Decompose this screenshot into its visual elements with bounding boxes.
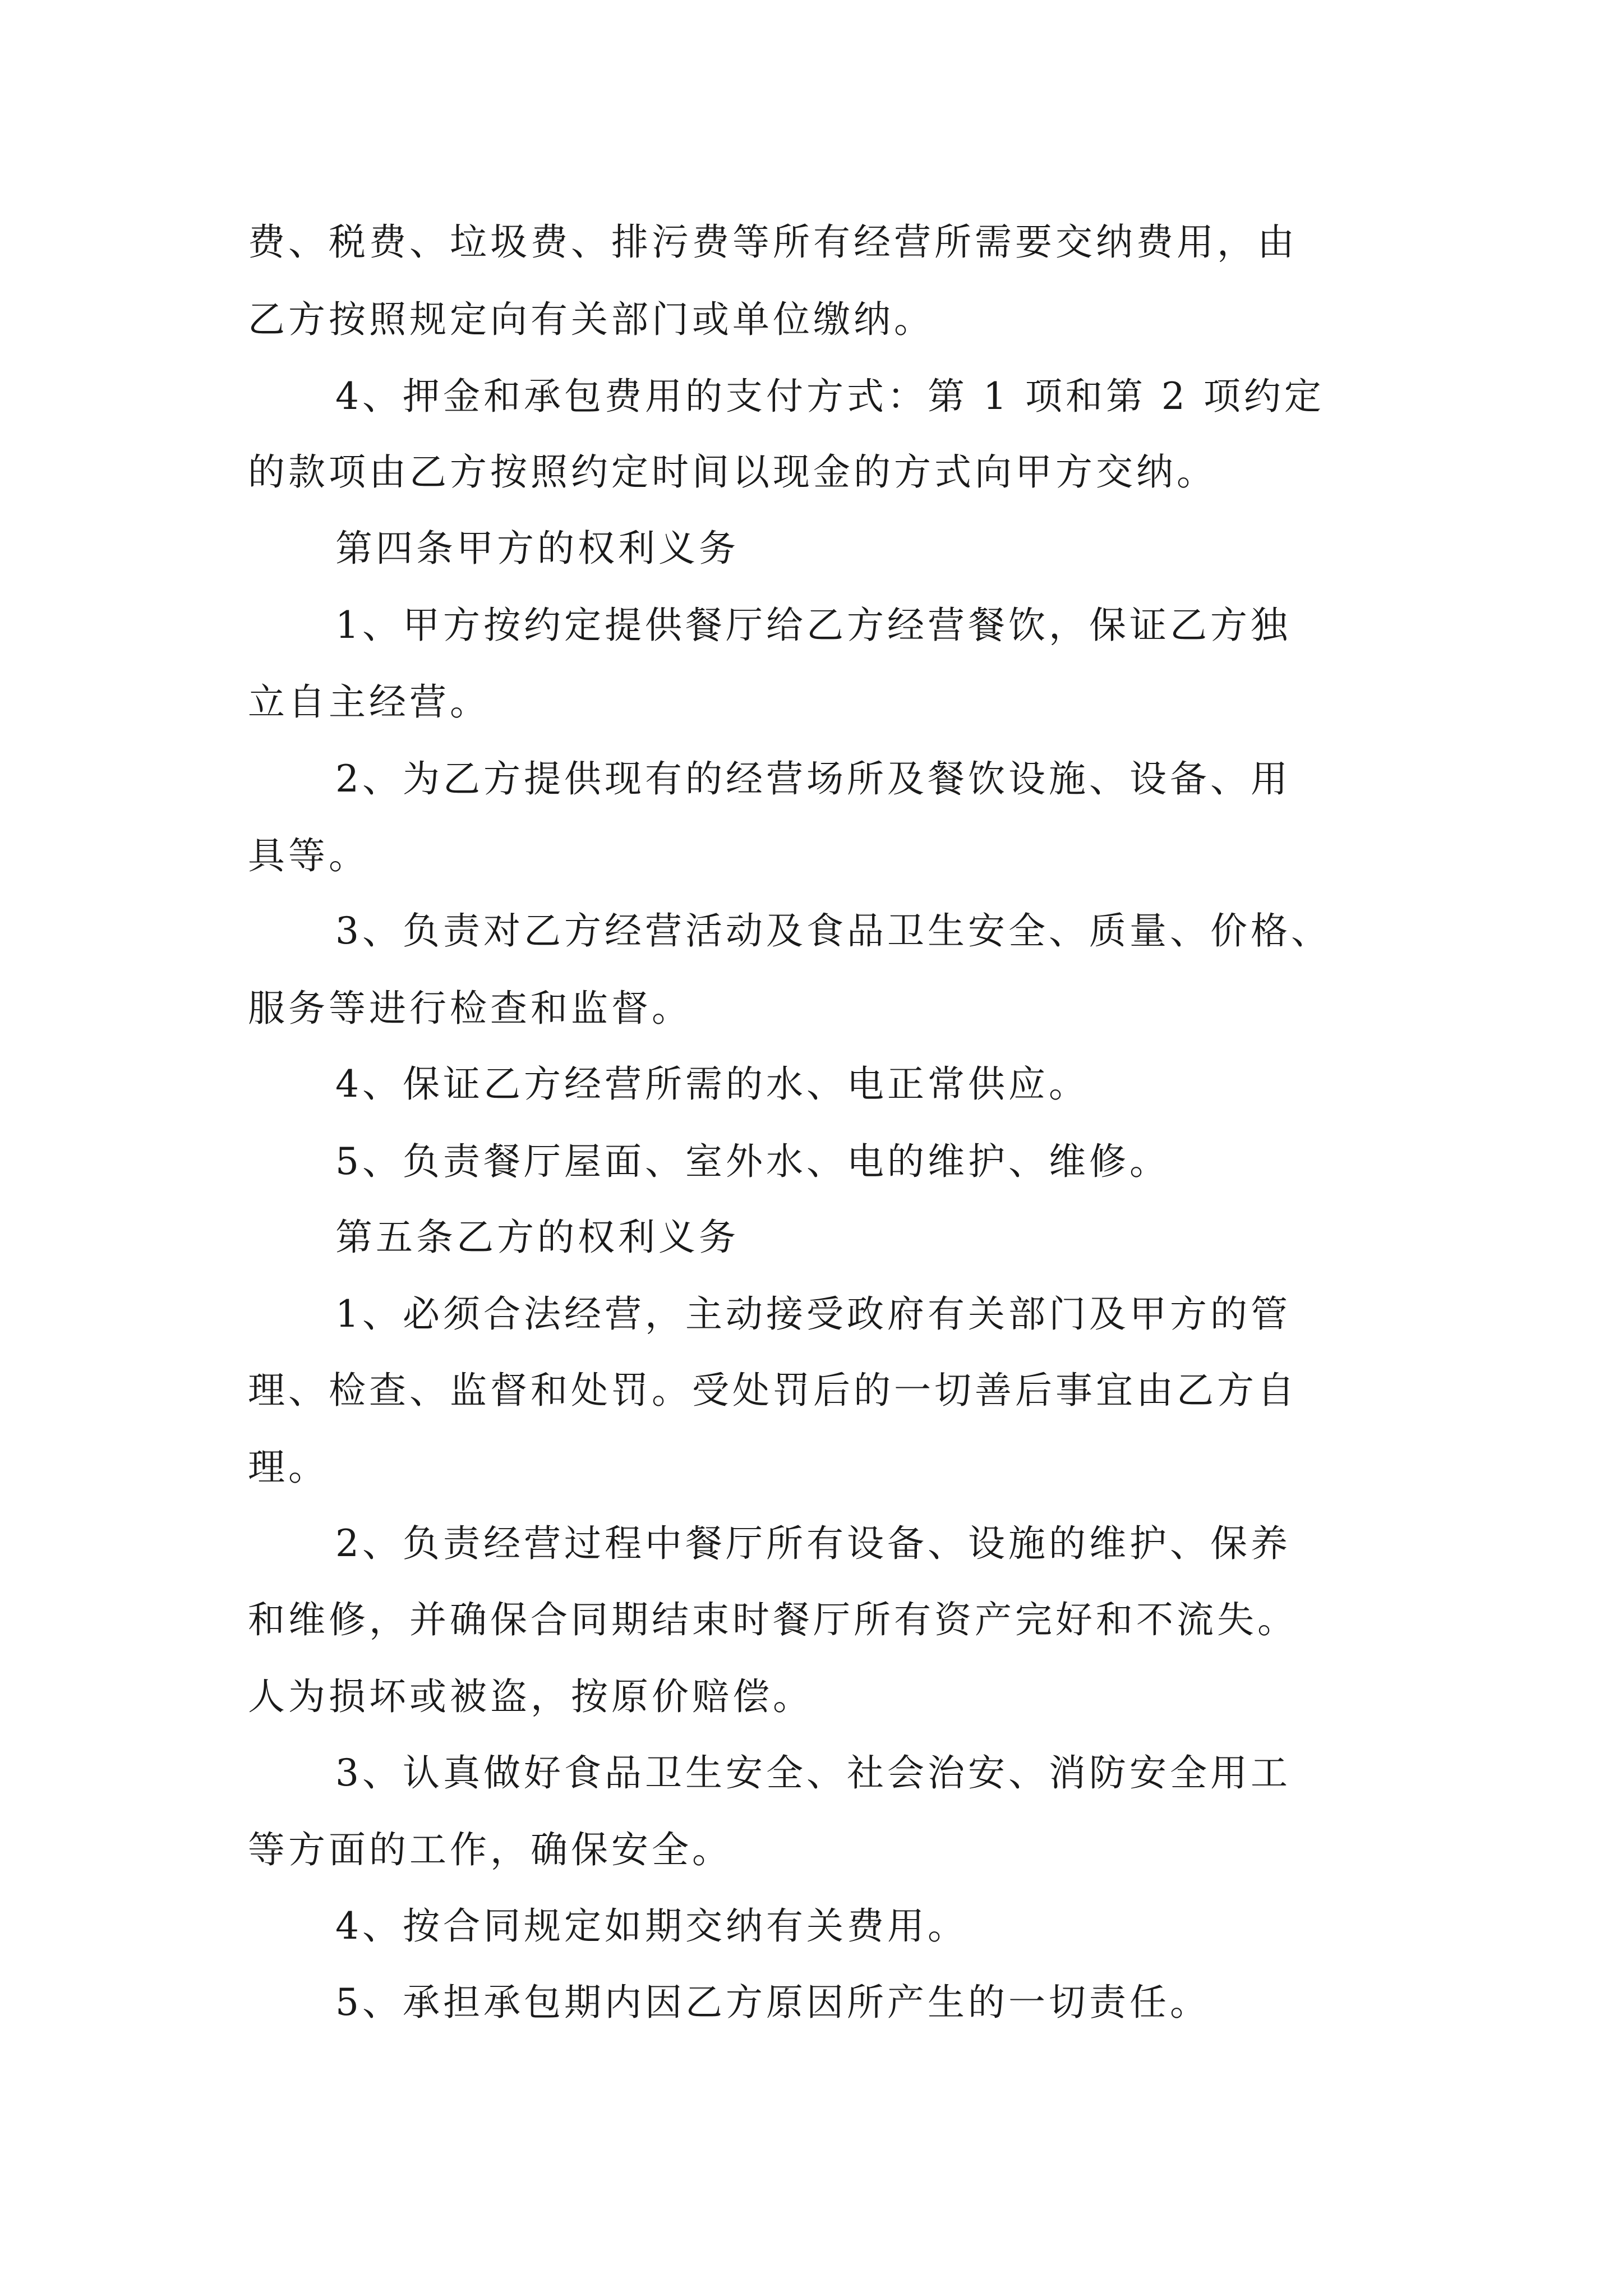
section-heading: 第五条乙方的权利义务	[335, 1216, 739, 1259]
text-line: 4、保证乙方经营所需的水、电正常供应。	[335, 1062, 1089, 1106]
text-line: 1、必须合法经营，主动接受政府有关部门及甲方的管	[335, 1292, 1291, 1336]
text-line: 3、负责对乙方经营活动及食品卫生安全、质量、价格、	[335, 909, 1331, 953]
text-line: 理。	[248, 1446, 329, 1489]
text-line: 的款项由乙方按照约定时间以现金的方式向甲方交纳。	[248, 450, 1217, 494]
text-line: 4、押金和承包费用的支付方式：第 1 项和第 2 项约定	[335, 375, 1325, 418]
text-line: 3、认真做好食品卫生安全、社会治安、消防安全用工	[335, 1751, 1291, 1795]
text-line: 立自主经营。	[248, 680, 490, 724]
text-line: 理、检查、监督和处罚。受处罚后的一切善后事宜由乙方自	[248, 1369, 1298, 1412]
text-line: 服务等进行检查和监督。	[248, 987, 692, 1030]
text-line: 等方面的工作，确保安全。	[248, 1828, 732, 1871]
text-line: 人为损坏或被盗，按原价赔偿。	[248, 1675, 813, 1718]
text-line: 1、甲方按约定提供餐厅给乙方经营餐饮，保证乙方独	[335, 604, 1291, 647]
text-line: 2、负责经营过程中餐厅所有设备、设施的维护、保养	[335, 1522, 1291, 1565]
text-line: 乙方按照规定向有关部门或单位缴纳。	[248, 298, 934, 341]
text-line: 2、为乙方提供现有的经营场所及餐饮设施、设备、用	[335, 757, 1291, 800]
text-line: 5、承担承包期内因乙方原因所产生的一切责任。	[335, 1981, 1210, 2024]
text-line: 费、税费、垃圾费、排污费等所有经营所需要交纳费用，由	[248, 220, 1298, 264]
text-line: 和维修，并确保合同期结束时餐厅所有资产完好和不流失。	[248, 1598, 1298, 1641]
text-line: 具等。	[248, 834, 369, 877]
text-line: 5、负责餐厅屋面、室外水、电的维护、维修。	[335, 1140, 1170, 1183]
section-heading: 第四条甲方的权利义务	[335, 527, 739, 570]
text-line: 4、按合同规定如期交纳有关费用。	[335, 1904, 968, 1948]
